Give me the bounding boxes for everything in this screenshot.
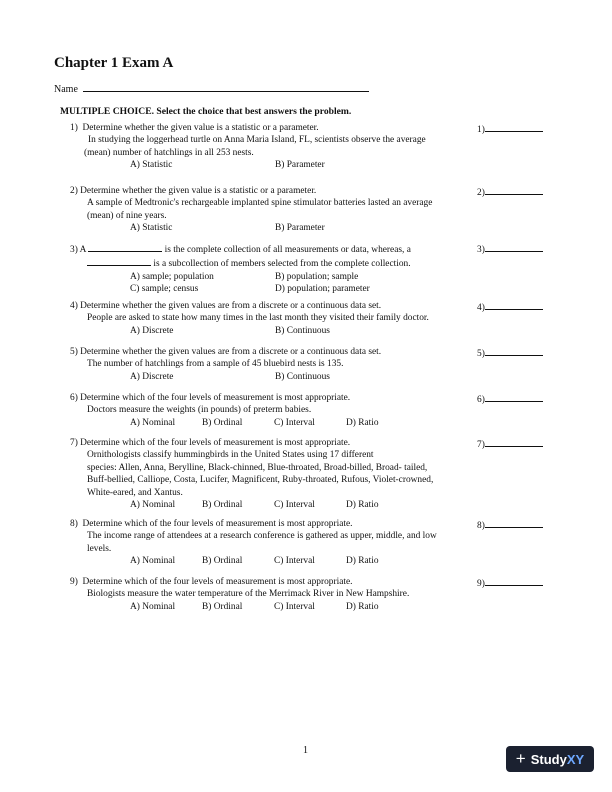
question-prompt: 4) Determine whether the given values are from a discrete or a continuous data set.	[70, 301, 382, 311]
option-c[interactable]: C) sample; census	[130, 284, 199, 295]
question-text-line: A sample of Medtronic's rechargeable implanted spine stimulator batteries lasted an average	[87, 198, 433, 209]
page-title: Chapter 1 Exam A	[54, 55, 174, 71]
option-a[interactable]: A) Nominal	[130, 500, 176, 511]
question-3	[70, 242, 470, 296]
answer-blank-3[interactable]: 3)	[477, 242, 543, 255]
options-row	[70, 499, 470, 511]
question-9	[70, 576, 470, 613]
option-c[interactable]: C) Interval	[274, 500, 315, 511]
page-number: 1	[303, 745, 308, 756]
question-6	[70, 392, 470, 429]
options-row	[70, 159, 470, 171]
question-4	[70, 300, 470, 337]
question-text-line: Buff-bellied, Calliope, Costa, Lucifer, Magnificent, Ruby-throated, Rufous, Violet-crowned,	[87, 475, 434, 486]
options-row	[70, 283, 470, 295]
option-b[interactable]: B) Continuous	[275, 325, 330, 336]
option-b[interactable]: B) Ordinal	[202, 601, 243, 612]
question-text-line: (mean) number of hatchlings in all 253 nests.	[84, 147, 254, 158]
answer-blank-8[interactable]: 8)	[477, 518, 543, 531]
question-text-line: The income range of attendees at a research conference is gathered as upper, middle, and low	[87, 531, 437, 542]
question-text-line: (mean) of nine years.	[87, 210, 167, 221]
options-row	[70, 555, 470, 567]
question-prompt: 7) Determine which of the four levels of measurement is most appropriate.	[70, 438, 351, 448]
answer-blank-1[interactable]: 1)	[477, 122, 543, 135]
question-text-line: White-eared, and Xantus.	[87, 487, 183, 498]
option-d[interactable]: D) Ratio	[346, 500, 379, 511]
option-b[interactable]: B) Ordinal	[202, 500, 243, 511]
question-prompt: 1) Determine whether the given value is a statistic or a parameter.	[70, 123, 319, 133]
option-a[interactable]: A) Nominal	[130, 556, 176, 567]
question-prompt: 6) Determine which of the four levels of measurement is most appropriate.	[70, 393, 351, 403]
option-a[interactable]: A) Discrete	[130, 325, 174, 336]
question-prompt: 5) Determine whether the given values are from a discrete or a continuous data set.	[70, 347, 382, 357]
option-b[interactable]: B) Parameter	[275, 223, 325, 234]
question-prompt: 3) A is the complete collection of all measurements or data, whereas, a	[70, 242, 470, 256]
question-text-line: Ornithologists classify hummingbirds in the United States using 17 different	[87, 450, 374, 461]
question-prompt: 2) Determine whether the given value is a statistic or a parameter.	[70, 186, 317, 196]
option-d[interactable]: D) Ratio	[346, 417, 379, 428]
question-text-line: People are asked to state how many times in the last month they visited their family doctor.	[87, 313, 429, 324]
option-b[interactable]: B) Ordinal	[202, 556, 243, 567]
question-text-line: Doctors measure the weights (in pounds) of preterm babies.	[87, 405, 312, 416]
name-row	[54, 82, 369, 95]
question-1	[70, 122, 470, 172]
question-prompt: 9) Determine which of the four levels of measurement is most appropriate.	[70, 577, 353, 587]
option-c[interactable]: C) Interval	[274, 417, 315, 428]
answer-blank-2[interactable]: 2)	[477, 185, 543, 198]
options-row	[70, 601, 470, 613]
answer-blank-6[interactable]: 6)	[477, 392, 543, 405]
option-d[interactable]: D) population; parameter	[275, 284, 370, 295]
option-a[interactable]: A) Nominal	[130, 417, 176, 428]
option-b[interactable]: B) Continuous	[275, 371, 330, 382]
name-field-line[interactable]	[83, 82, 369, 92]
plus-icon: +	[515, 749, 526, 768]
options-row	[70, 325, 470, 337]
fill-blank	[88, 242, 162, 252]
options-row	[70, 371, 470, 383]
question-text-line: species: Allen, Anna, Berylline, Black-chinned, Blue-throated, Broad-billed, Broad- tailed,	[87, 462, 428, 473]
options-row	[70, 222, 470, 234]
option-a[interactable]: A) sample; population	[130, 271, 214, 282]
option-a[interactable]: A) Statistic	[130, 223, 173, 234]
option-a[interactable]: A) Discrete	[130, 371, 174, 382]
option-d[interactable]: D) Ratio	[346, 601, 379, 612]
answer-blank-5[interactable]: 5)	[477, 346, 543, 359]
studyxy-logo[interactable]	[506, 746, 594, 772]
question-text-line: In studying the loggerhead turtle on Anna Maria Island, FL, scientists observe the average	[88, 135, 426, 146]
name-label: Name	[54, 84, 78, 95]
fill-blank	[87, 256, 151, 266]
options-row	[70, 271, 470, 283]
logo-text: StudyXY	[530, 751, 585, 767]
answer-blank-7[interactable]: 7)	[477, 437, 543, 450]
option-b[interactable]: B) Parameter	[275, 160, 325, 171]
question-text-line: levels.	[87, 543, 112, 554]
option-d[interactable]: D) Ratio	[346, 556, 379, 567]
question-8	[70, 518, 470, 568]
answer-blank-9[interactable]: 9)	[477, 576, 543, 589]
option-b[interactable]: B) Ordinal	[202, 417, 243, 428]
option-c[interactable]: C) Interval	[274, 556, 315, 567]
question-text-line: The number of hatchlings from a sample of 45 bluebird nests is 135.	[87, 359, 344, 370]
instructions: MULTIPLE CHOICE. Select the choice that best answers the problem.	[60, 106, 352, 117]
question-2	[70, 185, 470, 235]
question-prompt: 8) Determine which of the four levels of measurement is most appropriate.	[70, 519, 353, 529]
answer-blank-4[interactable]: 4)	[477, 300, 543, 313]
option-c[interactable]: C) Interval	[274, 601, 315, 612]
option-b[interactable]: B) population; sample	[275, 271, 359, 282]
question-7	[70, 437, 470, 511]
option-a[interactable]: A) Nominal	[130, 601, 176, 612]
option-a[interactable]: A) Statistic	[130, 160, 173, 171]
question-text-line: is a subcollection of members selected from the complete collection.	[70, 256, 470, 270]
question-text-line: Biologists measure the water temperature of the Merrimack River in New Hampshire.	[87, 589, 410, 600]
options-row	[70, 417, 470, 429]
question-5	[70, 346, 470, 383]
